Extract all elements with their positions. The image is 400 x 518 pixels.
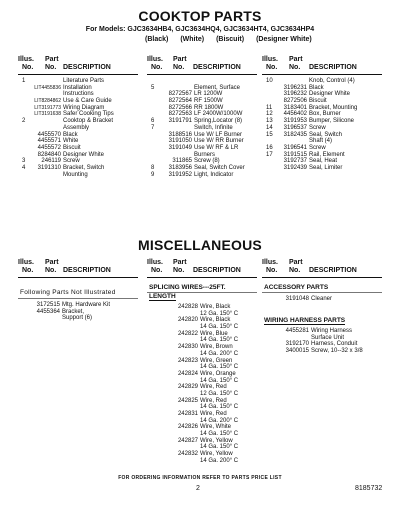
header-illus: Illus. (262, 56, 278, 63)
illus-number: 1 (22, 78, 26, 84)
part-number: 242829 (177, 384, 198, 391)
part-number: 3191952 (168, 171, 192, 178)
page-number: 2 (196, 485, 200, 492)
part-number: 242831 (177, 411, 198, 417)
part-description: Wire, Orange (200, 370, 236, 377)
header-part-no: No. (289, 267, 301, 274)
part-row (149, 158, 257, 165)
header-part: Part (173, 56, 187, 63)
part-number: LIT3191773 (34, 104, 61, 111)
part-number: 3182435 (283, 131, 307, 138)
part-description: Support (6) (62, 315, 93, 322)
part-number: 3196537 (283, 124, 307, 131)
part-row (20, 309, 138, 316)
header-description: DESCRIPTION (193, 64, 241, 71)
part-number: 3183956 (168, 164, 192, 171)
part-description: Seal, Heat (309, 158, 338, 165)
header-description: DESCRIPTION (309, 267, 357, 274)
cooktop-header-rule (262, 74, 382, 75)
part-row (149, 364, 257, 371)
illus-number: 7 (151, 124, 155, 131)
part-row (149, 145, 257, 152)
part-number: 3191310 (37, 164, 61, 171)
part-row (149, 132, 257, 139)
part-number: LIT8284862 (34, 98, 61, 105)
part-row (149, 444, 257, 451)
part-description: Safer Cooking Tips (63, 111, 114, 118)
part-row (264, 78, 382, 85)
part-description: Screw (309, 144, 326, 151)
part-row (20, 315, 138, 322)
misc-parts-list-2 (149, 304, 257, 465)
part-description: Switch, Infinite (194, 124, 233, 131)
document-number: 8185732 (355, 485, 383, 492)
part-number: 3192170 (285, 341, 309, 348)
part-description: Mounting (63, 171, 88, 178)
part-number: 3196231 (283, 84, 307, 91)
illus-number: 16 (266, 144, 273, 151)
misc-header-rule (147, 277, 257, 278)
part-number: 3183401 (283, 104, 307, 111)
part-row (20, 138, 138, 145)
part-row (149, 111, 257, 118)
part-row (149, 118, 257, 125)
part-number: 3188516 (168, 131, 192, 138)
header-illus-no: No. (22, 267, 34, 274)
header-illus: Illus. (18, 259, 34, 266)
part-description: RR 1800W (194, 104, 224, 111)
part-description: 14 Ga. 150° C (200, 324, 239, 331)
part-row (20, 118, 138, 125)
part-row (149, 172, 257, 179)
part-description: Surface Unit (311, 334, 345, 341)
header-illus-no: No. (266, 64, 278, 71)
part-description: Wire, Yellow (200, 437, 233, 444)
part-row (149, 411, 257, 418)
part-description: Biscuit (309, 98, 327, 105)
illus-number: 15 (266, 131, 273, 138)
part-row (149, 85, 257, 92)
part-number: 3191791 (168, 118, 192, 125)
part-row (20, 152, 138, 159)
part-row (20, 78, 138, 85)
part-description: Seal, Switch (309, 131, 343, 138)
part-row (149, 78, 257, 85)
cooktop-parts-list-2 (149, 78, 257, 178)
part-description: Assembly (63, 124, 90, 131)
part-row (149, 152, 257, 159)
part-description: Knob, Control (4) (309, 78, 355, 84)
misc-col3-header (262, 259, 382, 277)
part-description: Wire, Red (200, 384, 227, 391)
part-description: Screw, 10--32 x 3/8 (311, 348, 363, 355)
part-description: Rail, Element (309, 151, 345, 158)
header-illus: Illus. (147, 259, 163, 266)
page-title: COOKTOP PARTS (138, 8, 262, 24)
part-number: 242824 (177, 370, 198, 377)
part-row (149, 105, 257, 112)
part-number: 3172515 (36, 302, 60, 308)
part-row (264, 341, 382, 348)
part-row (149, 418, 257, 425)
section-not-illustrated: Following Parts Not Illustrated (20, 289, 116, 296)
cooktop-header-rule (147, 74, 257, 75)
header-part-no: No. (173, 64, 185, 71)
part-number: 4456402 (283, 111, 307, 118)
misc-header-rule (262, 277, 382, 278)
part-row (149, 165, 257, 172)
part-number: 3191048 (285, 296, 309, 302)
part-description: Cooktop & Bracket (63, 118, 114, 125)
models-line: For Models: GJC3634HB4, GJC3634HQ4, GJC3634HT4, GJC3634HP4 (85, 26, 315, 33)
part-row (149, 324, 257, 331)
part-number: 8272566 (168, 104, 192, 111)
part-number: 3191050 (168, 138, 192, 145)
section-accessory-parts: ACCESSORY PARTS (264, 284, 329, 291)
part-description: 14 Ga. 150° C (200, 404, 239, 411)
part-row (264, 158, 382, 165)
section-rule (147, 292, 257, 293)
part-row (149, 458, 257, 465)
part-description: Wiring Diagram (63, 104, 105, 111)
part-row (20, 85, 138, 92)
part-description: 12 Ga. 150° C (200, 390, 239, 397)
part-description: Light, Indicator (194, 171, 234, 178)
part-number: 4455570 (37, 131, 61, 138)
misc-col1-header (18, 259, 138, 277)
part-number: 242820 (177, 317, 198, 324)
part-row (149, 398, 257, 405)
illus-number: 12 (266, 111, 273, 118)
header-part-no: No. (289, 64, 301, 71)
part-number: 8272506 (283, 98, 307, 105)
part-row (264, 335, 382, 342)
part-description: Black (63, 131, 78, 138)
part-row (149, 378, 257, 385)
part-description: Burners (194, 151, 216, 158)
part-row (20, 172, 138, 179)
part-description: Wire, Red (200, 411, 227, 417)
part-row (264, 152, 382, 159)
part-number: 8272564 (168, 98, 192, 105)
part-description: Wiring Harness (311, 328, 353, 334)
illus-number: 13 (266, 118, 273, 125)
part-row (20, 91, 138, 98)
misc-parts-list-1 (20, 302, 138, 322)
part-number: 3196541 (283, 144, 307, 151)
part-description: Literature Parts (63, 78, 105, 84)
header-part-no: No. (173, 267, 185, 274)
part-row (264, 328, 382, 335)
header-part: Part (173, 259, 187, 266)
part-description: Box, Burner (309, 111, 341, 118)
part-description: Wire, White (200, 424, 232, 431)
part-row (264, 132, 382, 139)
header-illus-no: No. (151, 267, 163, 274)
part-number: 3192439 (283, 164, 307, 171)
cooktop-col1-header (18, 56, 138, 74)
part-row (20, 165, 138, 172)
part-row (149, 424, 257, 431)
part-description: RF 1500W (194, 98, 223, 105)
part-description: Biscuit (63, 144, 81, 151)
part-row (149, 98, 257, 105)
part-row (149, 431, 257, 438)
part-number: 3192737 (283, 158, 307, 165)
part-number: 242830 (177, 344, 198, 351)
part-row (149, 337, 257, 344)
illus-number: 5 (151, 84, 155, 91)
part-number: 4455281 (285, 328, 309, 334)
part-row (20, 98, 138, 105)
model-color-label: (Designer White) (256, 36, 312, 43)
part-row (149, 391, 257, 398)
part-description: LR 1200W (194, 91, 223, 98)
part-description: Cleaner (311, 296, 333, 302)
part-row (149, 331, 257, 338)
model-color-label: (White) (180, 36, 205, 43)
wiring-harness-list (264, 328, 382, 355)
misc-title: MISCELLANEOUS (138, 237, 262, 253)
part-number: 4455571 (37, 138, 61, 145)
accessory-parts-list (264, 296, 382, 303)
part-description: Screw (63, 158, 80, 165)
header-part: Part (289, 259, 303, 266)
part-number: LIT4455836 (34, 84, 61, 91)
part-row (20, 111, 138, 118)
cooktop-parts-list-3 (264, 78, 382, 172)
illus-number: 3 (22, 158, 26, 165)
header-part: Part (45, 56, 59, 63)
part-number: 311865 (172, 158, 192, 165)
header-description: DESCRIPTION (63, 267, 111, 274)
part-description: Harness, Conduit (311, 341, 358, 348)
part-description: Seal, Switch Cover (194, 164, 245, 171)
cooktop-col3-header (262, 56, 382, 74)
part-number: 242827 (177, 437, 198, 444)
part-description: Use W/ LF Burner (194, 131, 243, 138)
part-row (149, 351, 257, 358)
part-row (149, 304, 257, 311)
illus-number: 11 (266, 104, 273, 111)
part-description: Screw (8) (194, 158, 220, 165)
part-number: 3191049 (168, 144, 192, 151)
part-number: 242828 (177, 304, 198, 310)
part-description: Bracket, Switch (63, 164, 105, 171)
model-color-label: (Biscuit) (216, 36, 245, 43)
part-row (149, 358, 257, 365)
part-row (20, 132, 138, 139)
header-illus-no: No. (22, 64, 34, 71)
part-description: Bumper, Silicone (309, 118, 355, 125)
illus-number: 14 (266, 124, 273, 131)
header-part-no: No. (45, 267, 57, 274)
part-description: 14 Ga. 200° C (200, 417, 239, 424)
part-number: 242832 (177, 451, 198, 458)
part-number: 242822 (177, 330, 198, 337)
part-description: Wire, Blue (200, 330, 228, 337)
part-description: Screw (309, 124, 326, 131)
part-description: Bracket, Mounting (309, 104, 358, 111)
footer-order-info: FOR ORDERING INFORMATION REFER TO PARTS PRICE LIST (118, 475, 282, 481)
part-row (264, 105, 382, 112)
part-description: 14 Ga. 200° C (200, 457, 239, 464)
header-illus-no: No. (151, 64, 163, 71)
header-description: DESCRIPTION (193, 267, 241, 274)
part-number: 246119 (41, 158, 61, 165)
part-row (264, 85, 382, 92)
part-row (264, 125, 382, 132)
part-description: 14 Ga. 150° C (200, 444, 239, 451)
cooktop-parts-list-1 (20, 78, 138, 178)
header-illus: Illus. (147, 56, 163, 63)
part-description: 14 Ga. 150° C (200, 337, 239, 344)
illus-number: 4 (22, 164, 26, 171)
part-row (149, 91, 257, 98)
part-row (264, 138, 382, 145)
part-description: Spring,Locator (8) (194, 118, 243, 125)
part-row (264, 348, 382, 355)
part-description: Wire, Brown (200, 344, 233, 351)
illus-number: 10 (266, 78, 273, 84)
part-number: 3196232 (283, 91, 307, 98)
part-description: Use W/ RR Burner (194, 138, 244, 145)
part-description: Installation (63, 84, 92, 91)
part-number: 3191515 (283, 151, 307, 158)
header-description: DESCRIPTION (309, 64, 357, 71)
part-row (20, 105, 138, 112)
part-number: 4455364 (36, 308, 60, 315)
cooktop-col2-header (147, 56, 257, 74)
part-number: 3400015 (285, 348, 309, 355)
part-description: Use W/ RF & LR (194, 144, 239, 151)
part-row (264, 165, 382, 172)
part-row (149, 344, 257, 351)
part-description: Instructions (63, 91, 94, 98)
misc-header-rule (18, 277, 138, 278)
part-description: Black (309, 84, 324, 91)
illus-number: 6 (151, 118, 155, 125)
header-part: Part (45, 259, 59, 266)
part-description: Designer White (309, 91, 351, 98)
header-illus: Illus. (262, 259, 278, 266)
part-description: Mtg. Hardware Kit (62, 302, 111, 308)
part-row (149, 311, 257, 318)
part-row (264, 296, 382, 303)
header-part-no: No. (45, 64, 57, 71)
part-description: Element, Surface (194, 84, 241, 91)
header-description: DESCRIPTION (63, 64, 111, 71)
section-splicing-wires: SPLICING WIRES---25FT. (149, 284, 226, 291)
part-number: LIT3191638 (34, 111, 61, 118)
part-description: Wire, Black (200, 304, 231, 310)
part-number: 8284840 (37, 151, 61, 158)
part-description: 14 Ga. 150° C (200, 364, 239, 371)
part-row (149, 384, 257, 391)
illus-number: 2 (22, 118, 26, 125)
part-row (20, 145, 138, 152)
part-row (264, 111, 382, 118)
part-row (264, 98, 382, 105)
part-number: 8272563 (168, 111, 192, 118)
part-row (264, 118, 382, 125)
part-description: 12 Ga. 150° C (200, 310, 239, 317)
part-description: Use & Care Guide (63, 98, 112, 105)
part-number: 3191953 (283, 118, 307, 125)
part-description: Wire, Green (200, 357, 233, 364)
part-number: 242823 (177, 357, 198, 364)
part-row (264, 145, 382, 152)
part-description: Wire, Red (200, 397, 227, 404)
part-description: White (63, 138, 79, 145)
header-illus: Illus. (18, 56, 34, 63)
part-number: 242826 (177, 424, 198, 431)
part-row (264, 91, 382, 98)
illus-number: 8 (151, 164, 155, 171)
part-description: Designer White (63, 151, 105, 158)
illus-number: 9 (151, 171, 155, 178)
part-description: 14 Ga. 200° C (200, 350, 239, 357)
part-row (149, 451, 257, 458)
part-description: LF 2400W/1000W (194, 111, 243, 118)
part-description: Seal, Limiter (309, 164, 343, 171)
part-row (20, 125, 138, 132)
part-row (149, 317, 257, 324)
part-description: 14 Ga. 150° C (200, 431, 239, 438)
header-part: Part (289, 56, 303, 63)
section-wiring-harness: WIRING HARNESS PARTS (264, 317, 346, 324)
illus-number: 17 (266, 151, 273, 158)
part-description: Wire, Yellow (200, 451, 233, 458)
part-row (20, 158, 138, 165)
part-description: 14 Ga. 150° C (200, 377, 239, 384)
cooktop-header-rule (18, 74, 138, 75)
part-number: 242825 (177, 397, 198, 404)
part-number: 8272567 (168, 91, 192, 98)
colors-line (145, 36, 365, 43)
section-rule (18, 298, 138, 299)
part-row (149, 138, 257, 145)
part-row (149, 438, 257, 445)
part-row (149, 404, 257, 411)
header-illus-no: No. (266, 267, 278, 274)
model-color-label: (Black) (145, 36, 169, 43)
section-rule (262, 292, 382, 293)
part-description: Bracket, (62, 308, 85, 315)
part-description: Shaft (4) (309, 138, 333, 145)
misc-col2-header (147, 259, 257, 277)
part-row (20, 302, 138, 309)
part-description: Wire, Black (200, 317, 231, 324)
part-row (149, 125, 257, 132)
part-row (149, 371, 257, 378)
part-number: 4455572 (37, 144, 61, 151)
section-splicing-wires-length: LENGTH (149, 293, 176, 300)
